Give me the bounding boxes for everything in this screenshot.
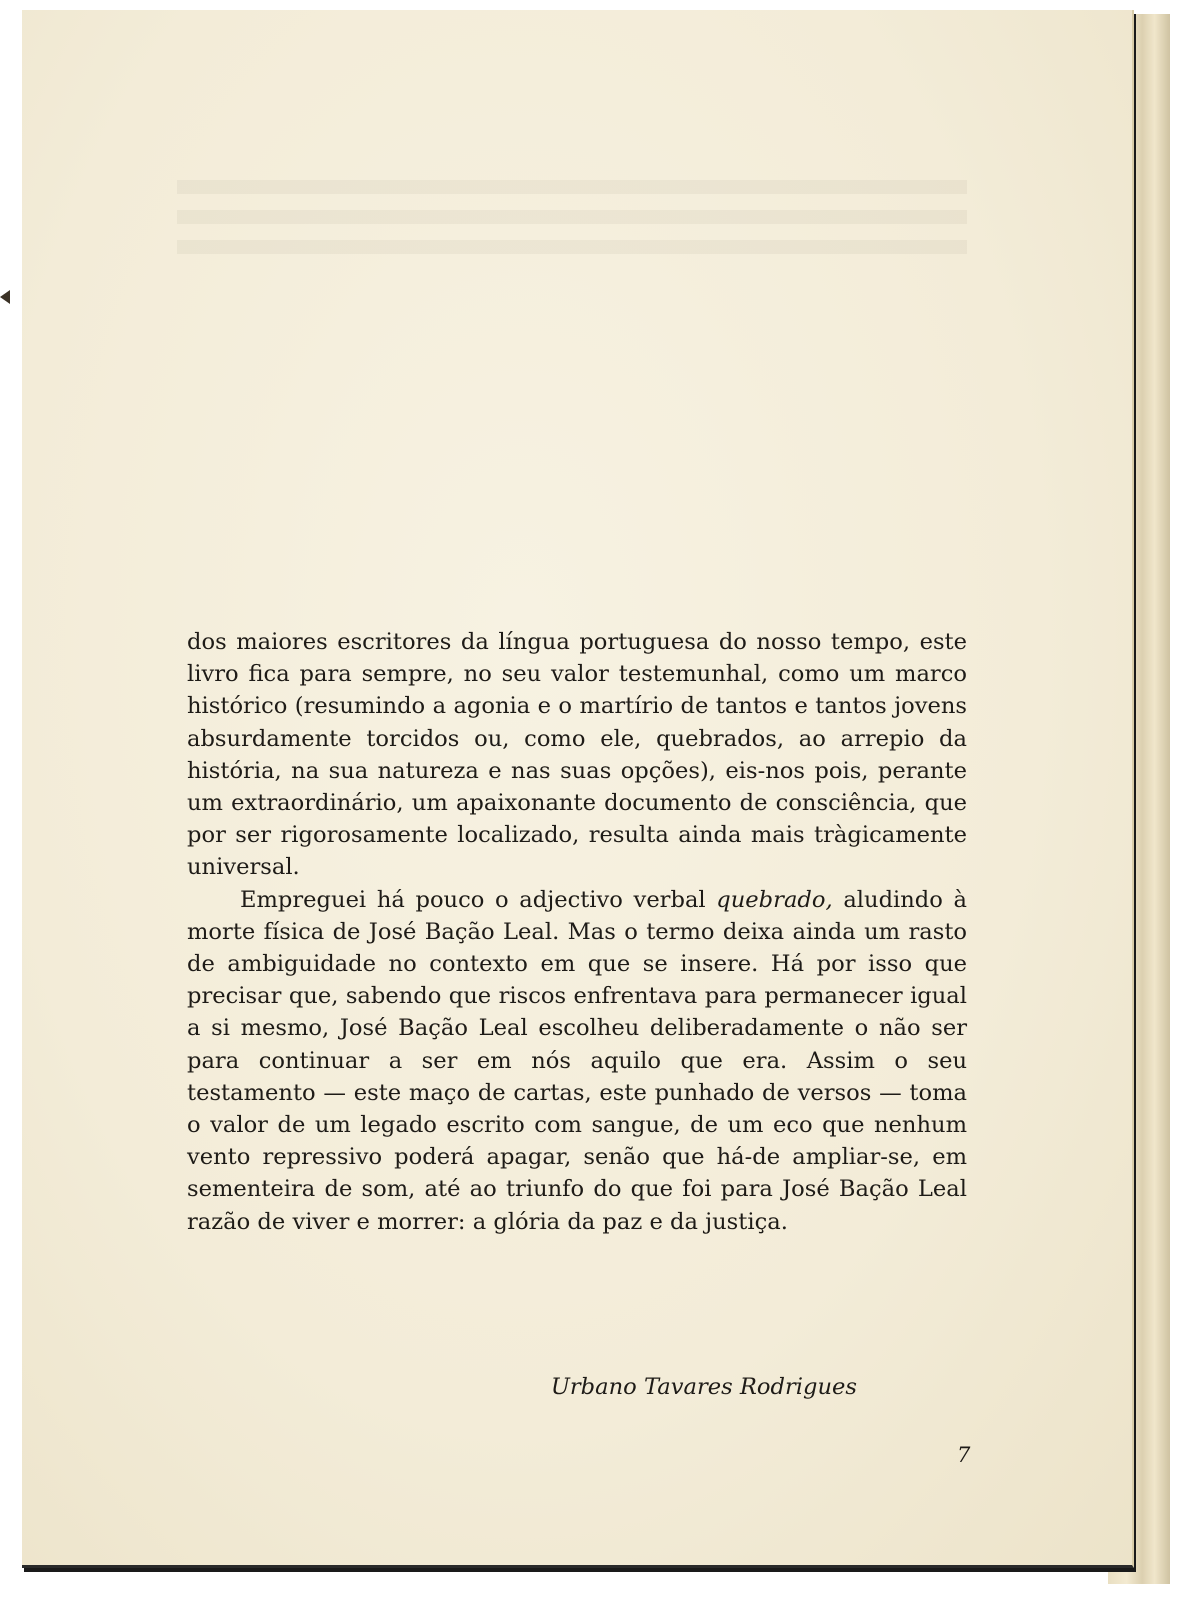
paragraph-2-start: Empreguei há pouco o adjectivo verbal	[240, 886, 717, 913]
show-through-text	[177, 180, 967, 270]
paragraph-2	[187, 884, 967, 1238]
emphasis-quebrado: quebrado,	[716, 886, 833, 913]
paragraph-1: dos maiores escritores da língua portuguesa do nosso tempo, este livro fica para sempre, no seu valor testemunhal, como um marco histórico (resumindo a agonia e o martírio de tantos e tantos jovens absurdamente torcidos ou, como ele, quebrados, ao arrepio da história, na sua natureza e nas suas opções), eis-nos pois, perante um extraordinário, um apaixonante documento de consciência, que por ser rigorosamente localizado, resulta ainda mais tràgicamente universal.	[187, 629, 967, 881]
paragraph-2-rest: aludindo à morte física de José Bação Leal. Mas o termo deixa ainda um rasto de ambiguidade no contexto em que se insere. Há por isso que precisar que, sabendo que riscos enfrentava para permanecer igual a si mesmo, José Bação Leal escolheu deliberadamente o não ser para continuar a ser em nós aquilo que era. Assim o seu testamento — este maço de cartas, este punhado de versos — toma o valor de um legado escrito com sangue, de um eco que nenhum vento repressivo poderá apagar, senão que há-de ampliar-se, em sementeira de som, até ao triunfo do que foi para José Bação Leal razão de viver e morrer: a glória da paz e da justiça.	[187, 886, 967, 1235]
binding-mark	[0, 290, 10, 304]
body-text	[187, 626, 967, 1238]
book-page	[22, 10, 1134, 1568]
author-signature: Urbano Tavares Rodrigues	[550, 1374, 857, 1400]
page-number: 7	[957, 1443, 971, 1467]
